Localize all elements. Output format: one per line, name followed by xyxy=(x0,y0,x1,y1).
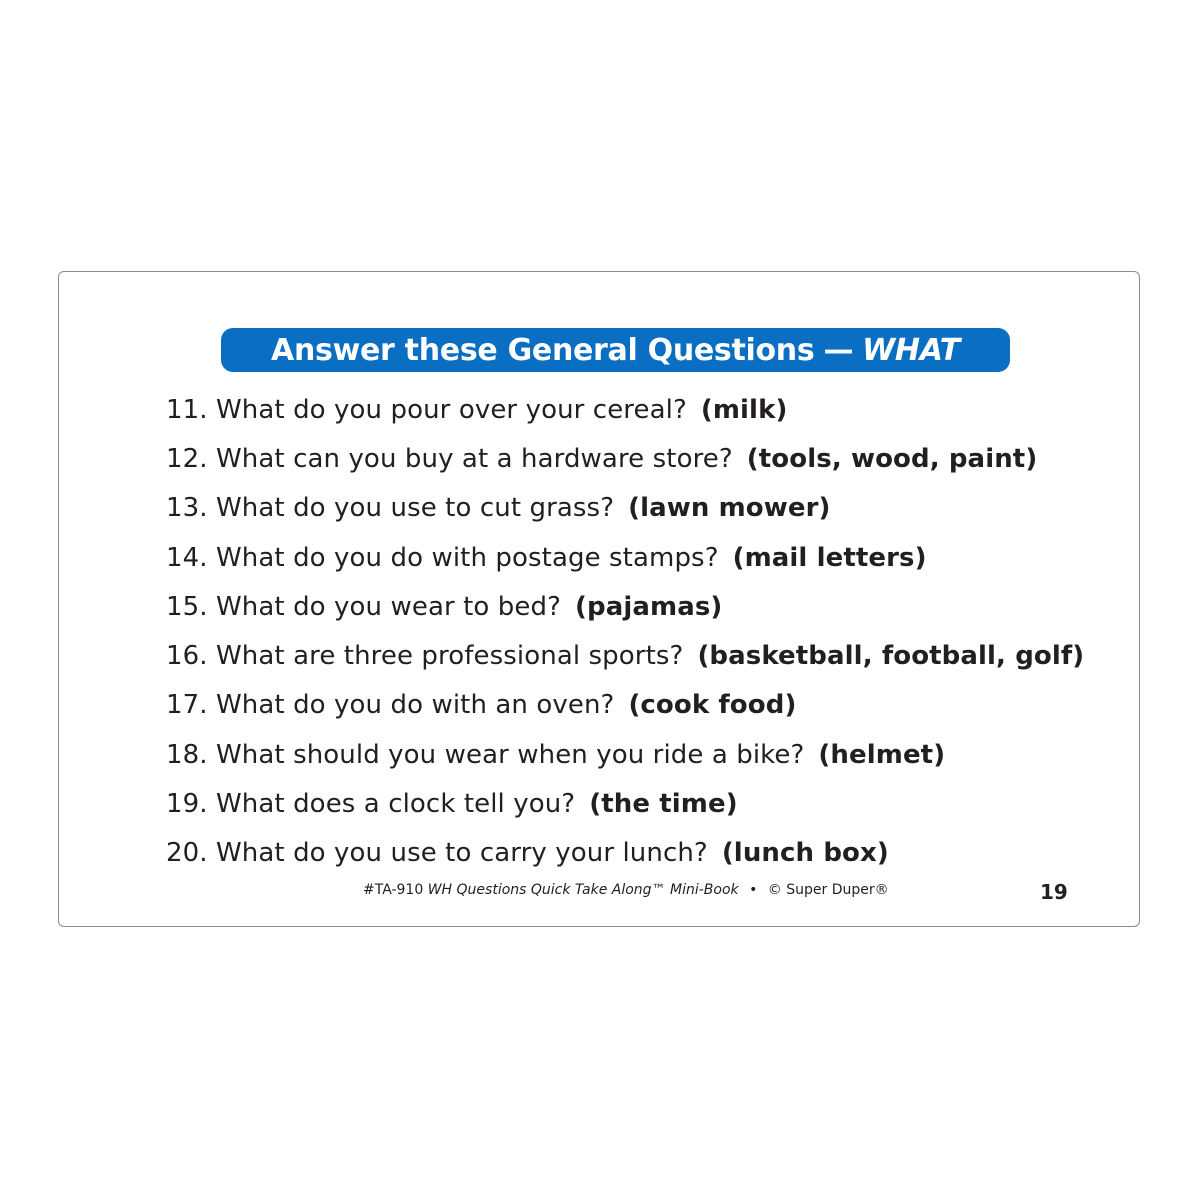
footer-book-title: WH Questions Quick Take Along™ Mini-Book xyxy=(427,882,739,898)
question-answer: (milk) xyxy=(700,394,788,425)
question-number: 11. xyxy=(166,394,208,425)
question-text: What does a clock tell you? xyxy=(216,789,576,820)
title-emphasis: WHAT xyxy=(862,332,960,368)
question-number: 13. xyxy=(166,493,208,524)
question-number: 19. xyxy=(166,789,208,820)
question-answer: (the time) xyxy=(589,789,738,820)
question-number: 16. xyxy=(166,641,208,672)
question-list xyxy=(166,385,1086,878)
question-text: What do you use to cut grass? xyxy=(216,493,615,524)
question-answer: (lunch box) xyxy=(721,838,889,869)
question-text: What do you do with an oven? xyxy=(216,690,615,721)
question-item xyxy=(166,533,1086,582)
section-title xyxy=(221,328,1010,372)
question-text: What do you pour over your cereal? xyxy=(216,394,687,425)
question-answer: (pajamas) xyxy=(575,591,723,622)
question-item xyxy=(166,582,1086,631)
question-answer: (cook food) xyxy=(628,690,797,721)
question-text: What do you use to carry your lunch? xyxy=(216,838,708,869)
question-number: 12. xyxy=(166,443,208,474)
question-number: 20. xyxy=(166,838,208,869)
question-item xyxy=(166,681,1086,730)
question-number: 17. xyxy=(166,690,208,721)
footer-code: #TA-910 xyxy=(363,882,424,898)
question-number: 14. xyxy=(166,542,208,573)
question-answer: (lawn mower) xyxy=(628,493,831,524)
question-answer: (helmet) xyxy=(818,739,946,770)
question-number: 18. xyxy=(166,739,208,770)
question-item xyxy=(166,484,1086,533)
question-item xyxy=(166,779,1086,828)
question-item xyxy=(166,730,1086,779)
question-item xyxy=(166,434,1086,483)
footer-credit xyxy=(363,882,889,898)
question-number: 15. xyxy=(166,591,208,622)
question-answer: (tools, wood, paint) xyxy=(746,443,1038,474)
question-text: What do you do with postage stamps? xyxy=(216,542,719,573)
footer-bullet: • xyxy=(749,882,758,898)
title-dash: — xyxy=(823,332,854,368)
question-item xyxy=(166,631,1086,680)
question-text: What are three professional sports? xyxy=(216,641,684,672)
footer-copyright: © Super Duper® xyxy=(767,882,889,898)
page-number: 19 xyxy=(1040,880,1068,904)
question-item xyxy=(166,385,1086,434)
question-text: What can you buy at a hardware store? xyxy=(216,443,733,474)
question-answer: (mail letters) xyxy=(732,542,927,573)
question-item xyxy=(166,829,1086,878)
title-main: Answer these General Questions xyxy=(271,332,815,368)
question-text: What should you wear when you ride a bike? xyxy=(216,739,805,770)
question-text: What do you wear to bed? xyxy=(216,591,562,622)
question-answer: (basketball, football, golf) xyxy=(697,641,1085,672)
